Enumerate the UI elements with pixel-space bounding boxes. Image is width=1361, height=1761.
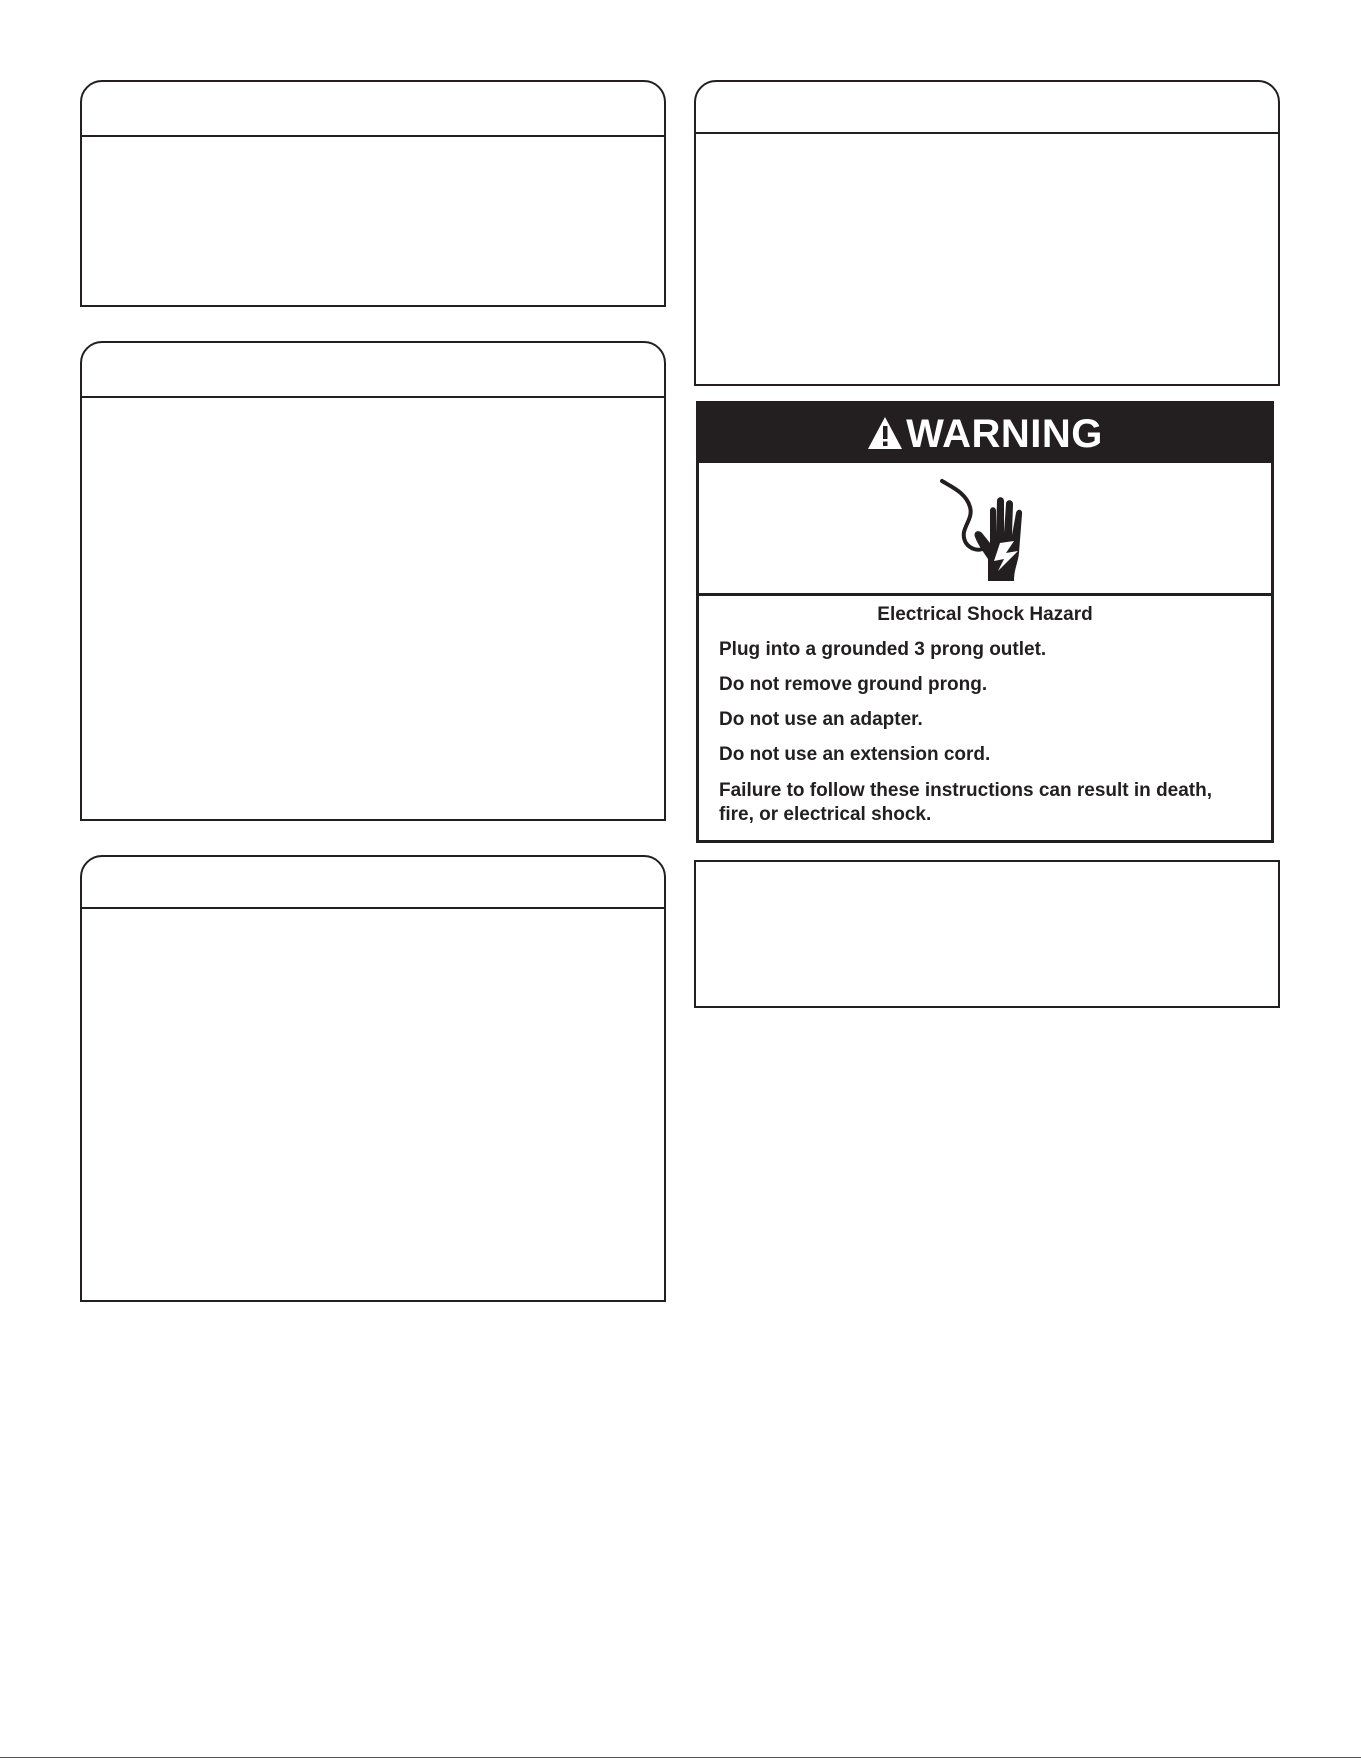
hazard-instruction: Do not use an extension cord. — [719, 744, 991, 765]
warning-symbol-area — [699, 463, 1271, 596]
panel-header-divider — [82, 907, 664, 909]
footer-rule — [0, 1757, 1361, 1758]
warning-box — [696, 401, 1274, 843]
warning-text-area — [699, 596, 1271, 840]
panel-header-divider — [82, 396, 664, 398]
right-panel-1 — [694, 80, 1280, 386]
hazard-title: Electrical Shock Hazard — [877, 604, 1093, 625]
warning-triangle-icon — [867, 416, 903, 450]
left-panel-3 — [80, 855, 666, 1302]
panel-header-divider — [82, 135, 664, 137]
panel-header-divider — [696, 132, 1278, 134]
warning-header — [699, 404, 1271, 463]
warning-title: WARNING — [906, 411, 1103, 456]
hazard-consequence: Failure to follow these instructions can result in death, fire, or electrical shock. — [719, 780, 1213, 825]
right-panel-2 — [694, 860, 1280, 1008]
electrical-shock-hand-icon — [930, 473, 1040, 583]
hazard-instruction: Do not use an adapter. — [719, 709, 923, 730]
left-panel-2 — [80, 341, 666, 821]
hazard-instruction: Plug into a grounded 3 prong outlet. — [719, 639, 1047, 660]
hazard-instruction: Do not remove ground prong. — [719, 674, 988, 695]
left-panel-1 — [80, 80, 666, 307]
